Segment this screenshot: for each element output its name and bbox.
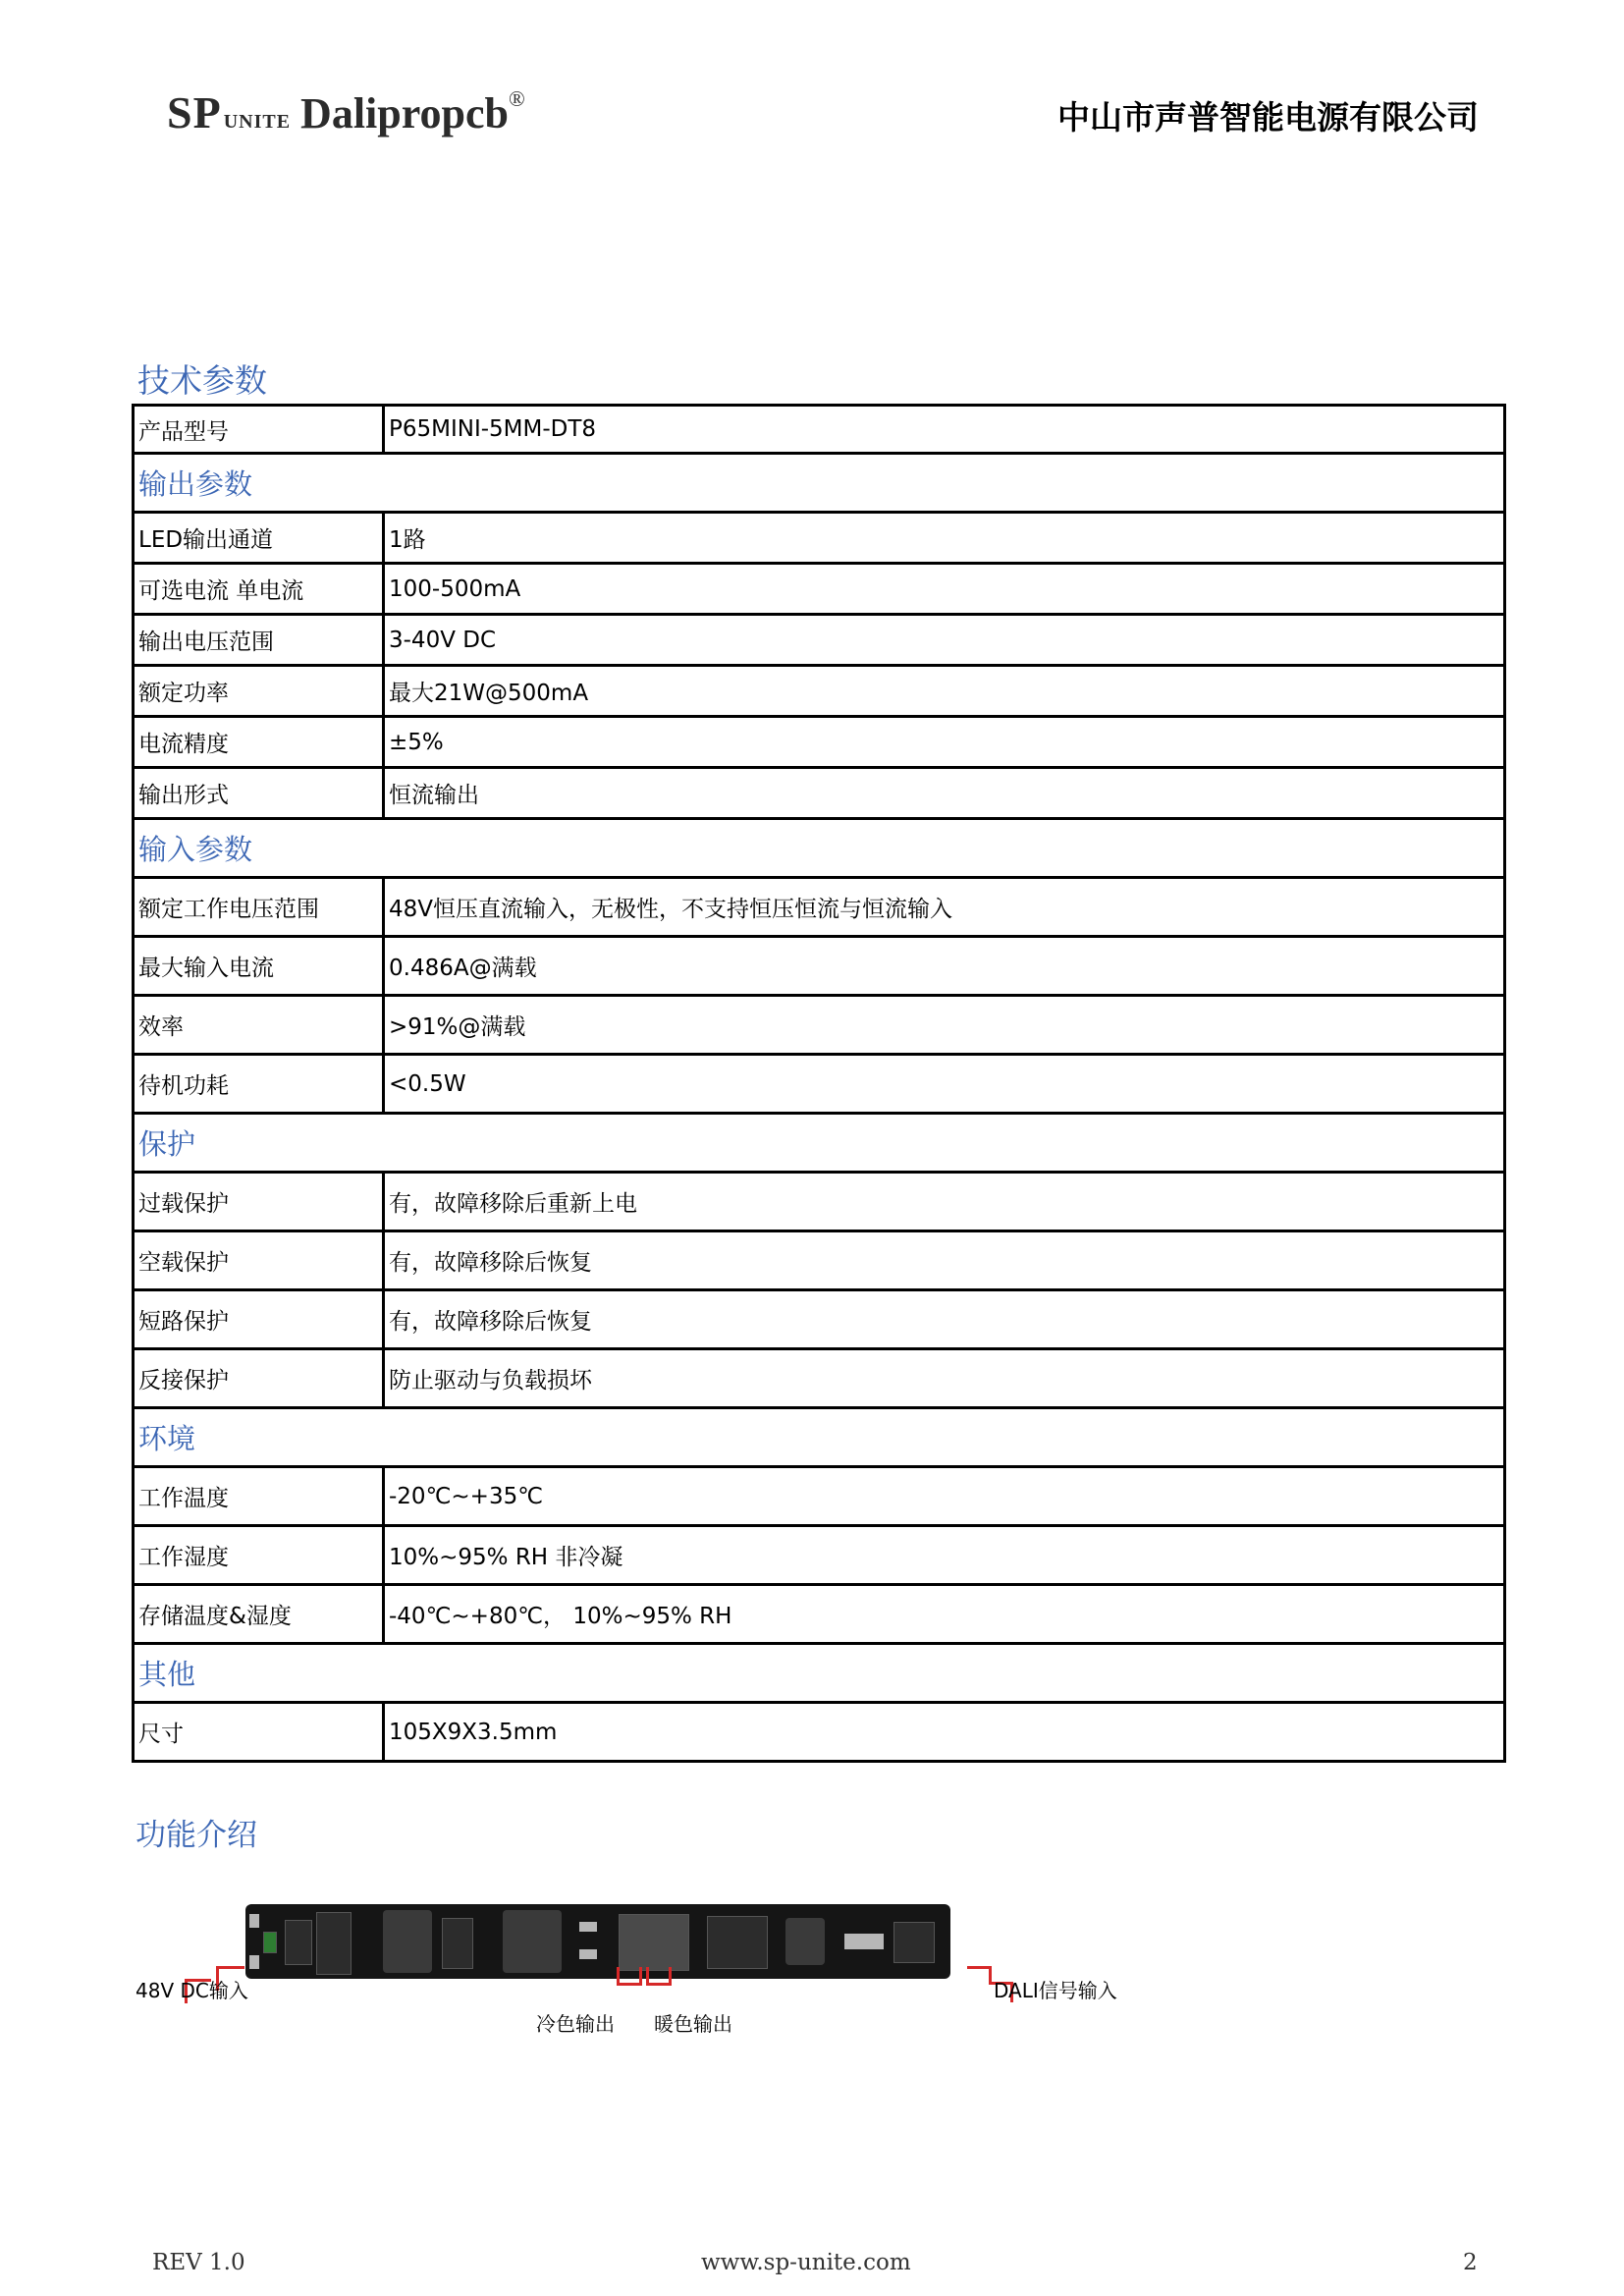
spec-row [134, 564, 1505, 615]
spec-row [134, 717, 1505, 768]
spec-group-title: 环境 [134, 1408, 1505, 1467]
spec-value: 有，故障移除后恢复 [384, 1290, 1505, 1349]
spec-row [134, 1290, 1505, 1349]
spec-key: LED输出通道 [134, 513, 384, 564]
spec-key: 电流精度 [134, 717, 384, 768]
spec-row [134, 1055, 1505, 1114]
footer-revision: REV 1.0 [152, 2250, 245, 2275]
spec-key: 尺寸 [134, 1703, 384, 1762]
spec-value: -20℃~+35℃ [384, 1467, 1505, 1526]
spec-key: 效率 [134, 996, 384, 1055]
function-intro-title: 功能介绍 [135, 1818, 257, 1853]
spec-group-title: 输入参数 [134, 819, 1505, 878]
spec-value: 有，故障移除后恢复 [384, 1231, 1505, 1290]
spec-group-row [134, 454, 1505, 513]
spec-row [134, 615, 1505, 666]
spec-key: 过载保护 [134, 1173, 384, 1231]
tech-params-title: 技术参数 [137, 361, 267, 400]
dali-input-label: DALI信号输入 [994, 1979, 1117, 2002]
spec-row [134, 878, 1505, 937]
spec-row [134, 513, 1505, 564]
spec-key: 空载保护 [134, 1231, 384, 1290]
spec-row [134, 1349, 1505, 1408]
spec-value: 10%~95% RH 非冷凝 [384, 1526, 1505, 1585]
spec-row [134, 1173, 1505, 1231]
spec-group-title: 保护 [134, 1114, 1505, 1173]
spec-value: 48V恒压直流输入，无极性，不支持恒压恒流与恒流输入 [384, 878, 1505, 937]
pcb-board-photo [245, 1904, 950, 1979]
spec-row [134, 1526, 1505, 1585]
spec-value: ±5% [384, 717, 1505, 768]
cold-output-marker [617, 1967, 642, 1986]
spec-key: 额定工作电压范围 [134, 878, 384, 937]
warm-output-label: 暖色输出 [654, 2012, 732, 2036]
company-name: 中山市声普智能电源有限公司 [1057, 98, 1479, 137]
spec-row [134, 1467, 1505, 1526]
spec-key: 存储温度&湿度 [134, 1585, 384, 1644]
company-logo [167, 86, 525, 138]
spec-value: 有，故障移除后重新上电 [384, 1173, 1505, 1231]
logo-brand: Dalipropcb [300, 89, 509, 137]
spec-value: 防止驱动与负载损坏 [384, 1349, 1505, 1408]
spec-row [134, 768, 1505, 819]
logo-sp: SP [167, 87, 222, 137]
spec-key: 最大输入电流 [134, 937, 384, 996]
spec-value: 105X9X3.5mm [384, 1703, 1505, 1762]
footer-page-number: 2 [1463, 2250, 1478, 2275]
spec-key: 输出电压范围 [134, 615, 384, 666]
spec-key: 反接保护 [134, 1349, 384, 1408]
dc-input-label: 48V DC输入 [135, 1979, 248, 2002]
spec-key: 待机功耗 [134, 1055, 384, 1114]
spec-key: 输出形式 [134, 768, 384, 819]
spec-key: 短路保护 [134, 1290, 384, 1349]
spec-table [132, 404, 1506, 1763]
spec-key: 工作湿度 [134, 1526, 384, 1585]
warm-output-marker [646, 1967, 672, 1986]
spec-key: 额定功率 [134, 666, 384, 717]
spec-value: >91%@满载 [384, 996, 1505, 1055]
spec-group-row [134, 1644, 1505, 1703]
logo-registered-mark: ® [508, 86, 525, 111]
spec-key: 可选电流 单电流 [134, 564, 384, 615]
cold-output-label: 冷色输出 [536, 2012, 615, 2036]
spec-value: -40℃~+80℃， 10%~95% RH [384, 1585, 1505, 1644]
spec-row [134, 937, 1505, 996]
spec-value: 恒流输出 [384, 768, 1505, 819]
logo-unite: UNITE [223, 111, 292, 133]
spec-value: 0.486A@满载 [384, 937, 1505, 996]
spec-row [134, 1585, 1505, 1644]
spec-value: 100-500mA [384, 564, 1505, 615]
spec-row [134, 996, 1505, 1055]
footer-website: www.sp-unite.com [701, 2250, 911, 2275]
spec-row [134, 666, 1505, 717]
spec-group-row [134, 1114, 1505, 1173]
spec-group-title: 其他 [134, 1644, 1505, 1703]
spec-row [134, 406, 1505, 454]
spec-group-row [134, 819, 1505, 878]
spec-group-row [134, 1408, 1505, 1467]
spec-value: 1路 [384, 513, 1505, 564]
spec-group-title: 输出参数 [134, 454, 1505, 513]
spec-row [134, 1703, 1505, 1762]
spec-value: <0.5W [384, 1055, 1505, 1114]
spec-key: 工作温度 [134, 1467, 384, 1526]
spec-value: 最大21W@500mA [384, 666, 1505, 717]
spec-value: 3-40V DC [384, 615, 1505, 666]
spec-key: 产品型号 [134, 406, 384, 454]
spec-value: P65MINI-5MM-DT8 [384, 406, 1505, 454]
spec-row [134, 1231, 1505, 1290]
